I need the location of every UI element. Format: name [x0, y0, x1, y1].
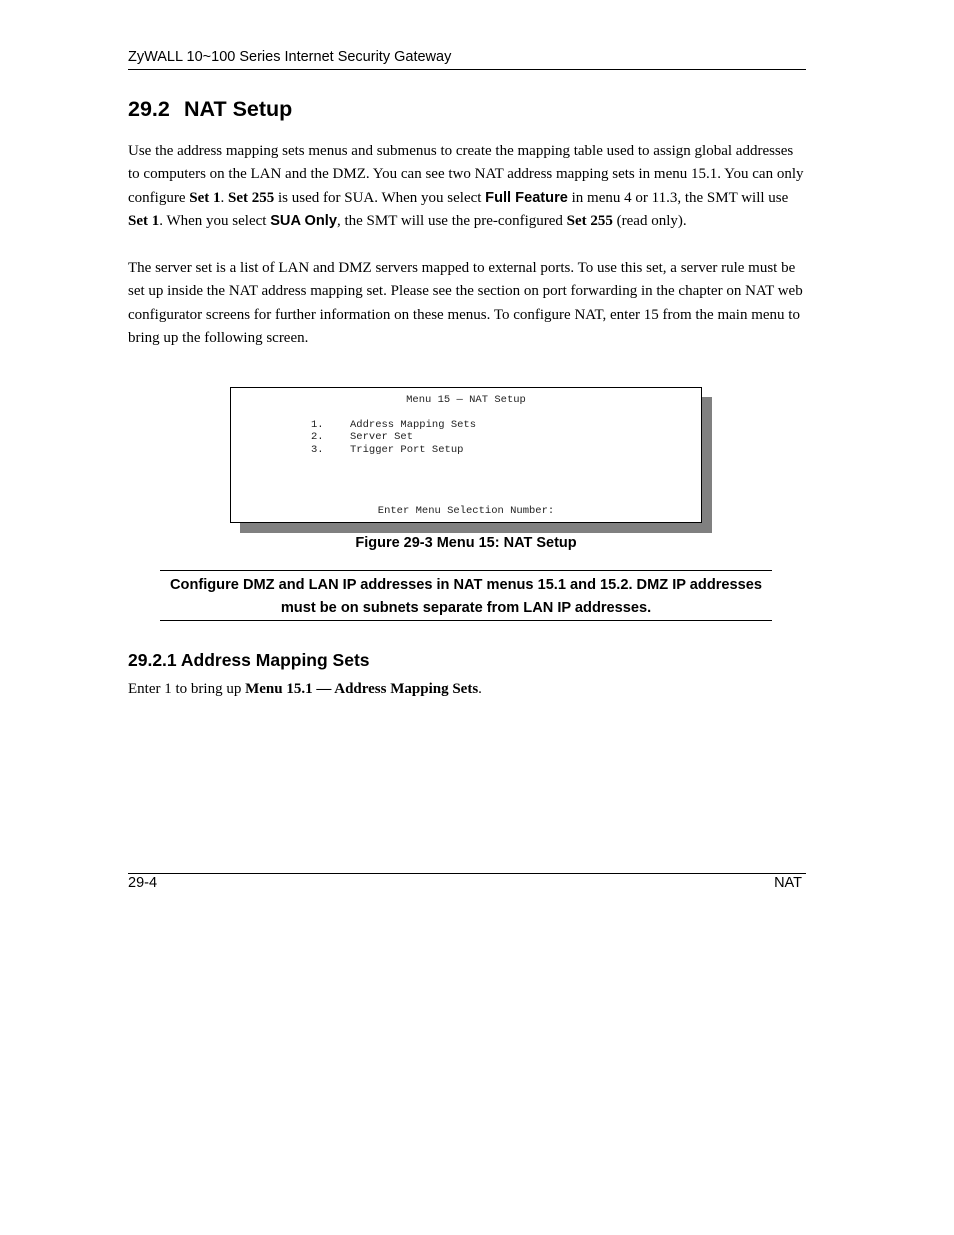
- note-text: Configure DMZ and LAN IP addresses in NAT menus 15.1 and 15.2. DMZ IP addresses must be on subnets separate from LAN IP addresses.: [169, 577, 762, 617]
- menu-item-trigger-port-setup[interactable]: Trigger Port Setup: [350, 444, 464, 456]
- menu-item-number: 1.: [311, 419, 324, 431]
- instruction-paragraph: [128, 678, 808, 701]
- section-heading: [128, 97, 292, 122]
- header-divider: [128, 69, 806, 70]
- text-run: .: [220, 189, 228, 206]
- footer-divider: [128, 873, 806, 874]
- terminal-menu-title: Menu 15 — NAT Setup: [406, 394, 526, 406]
- text-run: is used for SUA. When you select: [274, 189, 486, 206]
- terminal-screen: [230, 387, 702, 523]
- running-header: ZyWALL 10~100 Series Internet Security Gateway: [128, 49, 452, 65]
- text-run: . When you select: [159, 212, 271, 229]
- text-run: in menu 4 or 11.3, the SMT will use: [567, 189, 789, 206]
- intro-paragraph: [128, 140, 808, 233]
- text-run: Enter 1 to bring up: [128, 681, 246, 697]
- section-title: NAT Setup: [184, 97, 293, 121]
- bold-term: SUA Only: [270, 212, 337, 229]
- server-set-paragraph: The server set is a list of LAN and DMZ servers mapped to external ports. To use this set, a server rule must be set up inside the NAT address mapping set. Please see the section on port forwarding in the chapter on NAT web configurator screens for further information on these menus. To configure NAT, enter 15 from the main menu to bring up the following screen.: [128, 260, 803, 346]
- text-run: (read only).: [612, 212, 687, 229]
- text-run: .: [478, 681, 482, 697]
- page-number: 29-4: [128, 875, 158, 891]
- menu-item-number: 3.: [311, 444, 324, 456]
- bold-term: Set 255: [566, 212, 613, 229]
- bold-term: Set 1: [128, 212, 160, 229]
- note-box: [160, 570, 772, 621]
- text-run: Use the address mapping sets menus and submenus to create the mapping table used to assign global addresses to computers on the LAN and the DMZ. You can see two NAT address mapping sets in menu 15.1. You can only configure: [128, 143, 804, 206]
- bold-term: Set 255: [227, 189, 275, 206]
- bold-term: Set 1: [189, 189, 221, 206]
- bold-term: Menu 15.1 — Address Mapping Sets: [245, 681, 479, 697]
- text-run: , the SMT will use the pre-configured: [336, 212, 567, 229]
- menu-item-server-set[interactable]: Server Set: [350, 431, 414, 443]
- section-number: 29.2: [128, 97, 170, 121]
- menu-item-number: 2.: [311, 431, 324, 443]
- figure-caption: Figure 29-3 Menu 15: NAT Setup: [355, 535, 577, 551]
- menu-item-address-mapping-sets[interactable]: Address Mapping Sets: [350, 419, 477, 431]
- bold-term: Full Feature: [485, 189, 568, 206]
- subsection-heading: 29.2.1 Address Mapping Sets: [128, 650, 370, 670]
- chapter-name: NAT: [774, 875, 802, 891]
- menu-selection-prompt[interactable]: Enter Menu Selection Number:: [377, 505, 555, 517]
